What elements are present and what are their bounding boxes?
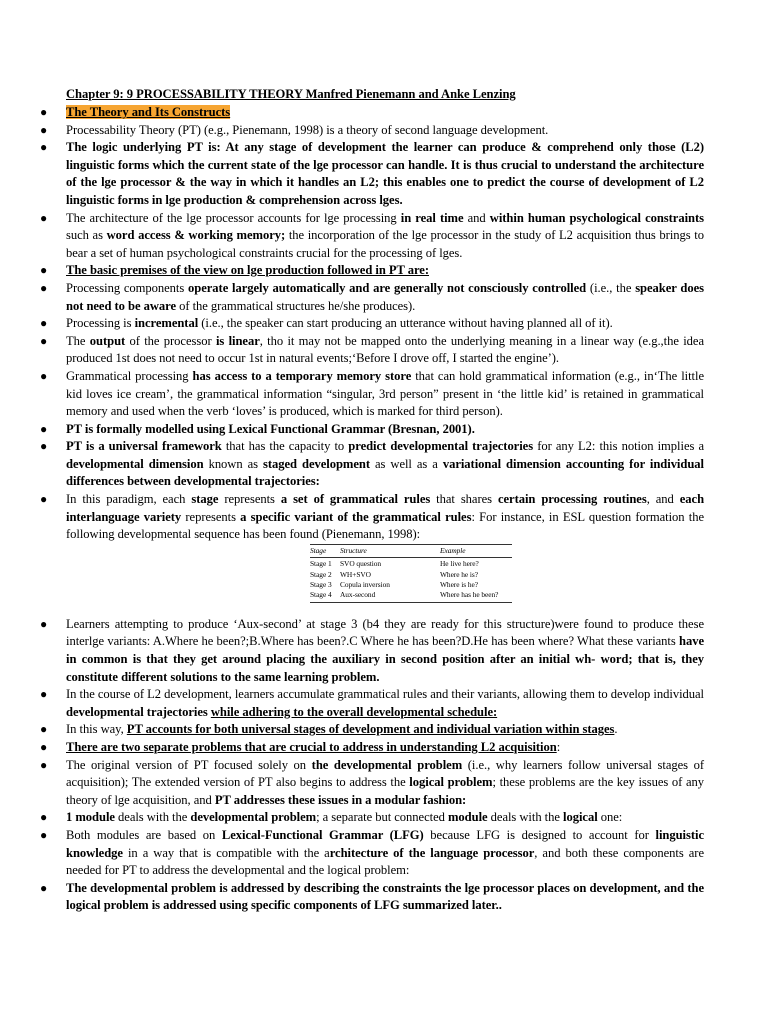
- list-item: ● The output of the processor is linear, tho it may not be mapped onto the underlying meaning in a linear way (e.g.,the idea produced 1st does not need to occur 1st in natural events;‘Before I drove off, I started the engine’).: [40, 333, 704, 366]
- table-row: [310, 558, 512, 569]
- bullet-icon: ●: [40, 368, 48, 383]
- table-cell: Where he is?: [440, 569, 478, 579]
- paragraph-text: The developmental problem is addressed by describing the constraints the lge processor places on development, and the logical problem is addressed using specific components of LFG summarized later..: [66, 880, 704, 913]
- table-cell: Stage 2: [310, 569, 332, 579]
- table-row: [310, 569, 512, 579]
- section-heading: The Theory and Its Constructs: [66, 105, 231, 119]
- bullet-icon: ●: [40, 439, 48, 454]
- table-header: Stage: [310, 544, 340, 557]
- bullet-icon: ●: [40, 316, 48, 331]
- list-item: ● Processing is incremental (i.e., the speaker can start producing an utterance without having planned all of it).: [40, 315, 704, 333]
- bullet-icon: ●: [40, 810, 48, 825]
- subheading: The basic premises of the view on lge production followed in PT are:: [66, 263, 429, 278]
- table-cell: SVO question: [340, 559, 382, 569]
- table-cell: Aux-second: [340, 589, 440, 602]
- list-item: ● 1 module deals with the developmental problem; a separate but connected module deals with the logical one:: [40, 809, 704, 827]
- bullet-icon: ●: [40, 687, 48, 702]
- list-item: ● The original version of PT focused solely on the developmental problem (i.e., why learners follow universal stages of acquisition); The extended version of PT also begins to address the logical problem; these problems are the key issues of any theory of lge acquisition, and PT addresses these issues in a modular fashion:: [40, 757, 704, 807]
- bullet-icon: ●: [40, 105, 48, 119]
- paragraph-text: Processability Theory (PT) (e.g., Pienemann, 1998) is a theory of second language development.: [66, 122, 549, 137]
- bullet-icon: ●: [40, 757, 48, 772]
- bullet-icon: ●: [40, 421, 48, 436]
- list-item: ● In this way, PT accounts for both universal stages of development and individual variation within stages.: [40, 721, 704, 739]
- list-item: ● The architecture of the lge processor accounts for lge processing in real time and within human psychological constraints such as word access & working memory; the incorporation of the lge processor in the study of L2 acquisition thus brings to bear a set of human psychological constraints crucial for the processing of lges.: [40, 210, 704, 260]
- table-cell: Stage 4: [310, 589, 340, 602]
- bullet-icon: ●: [40, 740, 48, 754]
- table-cell: He live here?: [440, 559, 479, 569]
- list-item: ● There are two separate problems that are crucial to address in understanding L2 acquisition:: [40, 739, 704, 757]
- table-cell: Copula inversion: [340, 580, 390, 590]
- list-item: ● Processing components operate largely automatically and are generally not consciously controlled (i.e., the speaker does not need to be aware of the grammatical structures he/she produces).: [40, 280, 704, 313]
- list-item: [40, 122, 704, 140]
- bullet-icon: ●: [40, 210, 48, 225]
- table-header: Example: [440, 544, 512, 557]
- list-item: ● PT is a universal framework that has the capacity to predict developmental trajectories for any L2: this notion implies a developmental dimension known as staged development as well as a variational dimension accounting for individual differences between developmental trajectories:: [40, 439, 705, 489]
- table-header-row: [310, 544, 512, 557]
- list-item: ● Learners attempting to produce ‘Aux-second’ at stage 3 (b4 they are ready for this structure)were found to produce these interlge variants: A.Where he been?;B.Where has been?.C Where he has been?D.He has been where? What these variants have in common is that they get around placing the auxiliary in second position after an initial wh- word; that is, they constitute different solutions to the same learning problem.: [40, 616, 704, 684]
- list-item: [40, 421, 704, 439]
- bullet-icon: ●: [40, 280, 48, 295]
- list-item: [40, 880, 704, 915]
- table-header: Structure: [340, 544, 440, 557]
- bullet-icon: ●: [40, 140, 48, 155]
- list-item: [40, 262, 704, 280]
- chapter-title: Chapter 9: 9 PROCESSABILITY THEORY Manfred Pienemann and Anke Lenzing: [66, 87, 516, 101]
- bullet-icon: ●: [40, 616, 48, 631]
- bullet-icon: ●: [40, 880, 48, 895]
- list-item: [40, 104, 704, 122]
- bullet-icon: ●: [40, 333, 48, 348]
- table-cell: Where is he?: [440, 580, 478, 590]
- table-cell: WH+SVO: [340, 569, 371, 579]
- bullet-icon: ●: [40, 492, 48, 507]
- list-item: ● Both modules are based on Lexical-Functional Grammar (LFG) because LFG is designed to account for linguistic knowledge in a way that is compatible with the architecture of the language processor, and both these components are needed for PT to address the developmental and the logical problem:: [40, 827, 704, 878]
- table-row: [310, 589, 512, 602]
- bullet-icon: ●: [40, 263, 48, 278]
- list-item: ● Grammatical processing has access to a temporary memory store that can hold grammatical information (e.g., in‘The little kid loves ice cream’, the grammatical information “singular, 3rd person” present in ‘the little kid’ is retained in grammatical memory and used when the verb ‘loves’ is produced, which is marked for third person).: [40, 368, 704, 419]
- table-cell: Where has he been?: [440, 589, 512, 602]
- bullet-icon: ●: [40, 122, 48, 137]
- list-item: ● In the course of L2 development, learners accumulate grammatical rules and their variants, allowing them to develop individual developmental trajectories while adhering to the overall developmental schedule:: [40, 687, 704, 719]
- table-row: [310, 579, 512, 589]
- stage-table: [310, 544, 512, 603]
- paragraph-text: The logic underlying PT is: At any stage of development the learner can produce & comprehend only those (L2) linguistic forms which the current state of the lge processor can handle. It is thus crucial to understand the architecture of the lge processor & the way in which it handles an L2; this enables one to predict the course of development of L2 linguistic forms in lge production & comprehension across lges.: [66, 140, 704, 207]
- list-item: [40, 139, 704, 209]
- stage-table-figure: [40, 544, 704, 616]
- paragraph-text: PT is formally modelled using Lexical Functional Grammar (Bresnan, 2001).: [66, 421, 475, 436]
- list-item: ● In this paradigm, each stage represents a set of grammatical rules that shares certain processing routines, and each interlanguage variety represents a specific variant of the grammatical rules: For instance, in ESL question formation the following developmental sequence has been found (Pienemann, 1998):: [40, 492, 705, 542]
- bullet-icon: ●: [40, 827, 48, 842]
- table-cell: Stage 1: [310, 559, 332, 569]
- bullet-icon: ●: [40, 722, 48, 737]
- bullet-list: [40, 104, 704, 915]
- table-cell: Stage 3: [310, 580, 332, 590]
